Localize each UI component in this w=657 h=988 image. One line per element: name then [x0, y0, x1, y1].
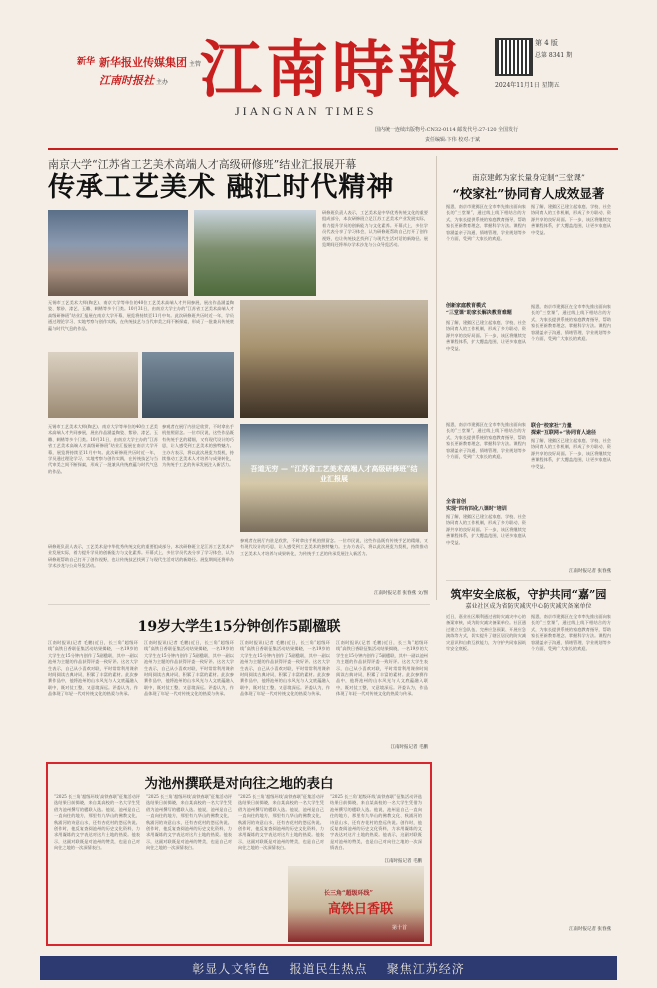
publisher-logo-mark: 新华	[77, 57, 96, 67]
highlighted-text-col4-body: “2025 长三角‘超级环线’高铁春联”征集活动评选结果日前揭晓，来自某高校的一名大学生凭借为池州撰写的楹联入选。他说，池州是自己一直向往的地方，那里有九华山的佛教文化、秋浦河的诗意山水，还有杏花村的悠远传说。创作时，他反复查阅池州的历史文化资料，力求用凝练的文字表达对这片土地的热爱。他表示，这副对联既是对池州的赞美，也是自己对向往之地的一次深情表白。	[330, 794, 422, 851]
side-subhead2	[446, 498, 526, 512]
lead-text-bottom2	[240, 538, 428, 598]
lead-photo-top-left	[48, 210, 188, 296]
highlighted-text-col4	[330, 794, 422, 864]
lead-text-row2-body: 无锡市工艺美术大师(陶艺)、南京大学等单位的40位工艺美术高端人才共同参展，展出作品涵盖陶瓷、紫砂、漆艺、玉雕、刺绣等多个门类。10月31日，由南京大学主办的“江苏省工艺美术高端人才高级研修班”结业汇报展在南京大学开幕，展览将持续至11月中旬。此次研修班共历时近一年，学员通过理论学习、实地考察与创作实践，在传统技艺与当代审美之间不断探索，形成了一批兼具传统底蕴与时代气息的作品。	[48, 300, 234, 331]
feature-text-col3	[240, 640, 330, 752]
side-subhead2-sub: 实现“四有四化八课时”培训	[446, 506, 507, 512]
highlighted-photo	[288, 866, 424, 942]
side-text-col1c	[446, 422, 526, 494]
highlighted-text-col2	[146, 794, 232, 942]
side-text-col2-body: 据了解，建邺区已建立起家庭、学校、社会协同育人的工作机制，形成了多方联动、资源共享的良好局面。下一步，该区将继续完善课程体系，扩大覆盖范围，让更多家庭从中受益。	[531, 204, 611, 235]
lead-text-col1	[322, 210, 428, 296]
lead-text-mid	[162, 424, 234, 540]
side-text-col1d-body: 据了解，建邺区已建立起家庭、学校、社会协同育人的工作机制，形成了多方联动、资源共享的良好局面。下一步，该区将继续完善课程体系，扩大覆盖范围，让更多家庭从中受益。	[446, 514, 526, 545]
feature-text-col2	[144, 640, 234, 752]
feature-text-col4	[336, 640, 428, 744]
feature-divider-top	[48, 604, 430, 605]
side-mid-text-col2-body: 据悉，南京市建邺区在全市率先推出面向家长的“三堂课”，通过线上线下相结合的方式，为家长提供系统的家庭教育指导，帮助家长更新教育理念、掌握科学方法。课程内容涵盖亲子沟通、情绪管理、学业规划等多个方面，受到广大家长的欢迎。	[531, 614, 611, 652]
masthead-divider	[48, 148, 618, 150]
side-subhead3-title: 联合“校家社”力量	[531, 423, 572, 429]
lead-text-bottom1-body: 研修班负责人表示，工艺美术是中华优秀传统文化的重要组成部分，本次研修班立足江苏工艺美术产业发展实际，着力提升学员的创新能力与文化素养。开幕式上，多位学员代表分享了学习体会，认为研修班帮助自己打开了创作视野，也让传统技艺找到了与现代生活对话的新路径。展览期间还将举办学术沙龙与公众导览活动。	[48, 544, 234, 569]
publisher-name: 新华报业传媒集团	[99, 56, 187, 69]
highlighted-article-box	[46, 762, 432, 946]
qr-code	[495, 38, 533, 76]
lead-text-left	[48, 424, 158, 540]
feature-text-col4-body: 江南时报讯(记者 毛鹏)近日，长三角“超级环线”高铁日香联征集活动结果揭晓，一名19岁的大学生在15分钟内创作了5副楹联，其中一副以池州为主题的作品获得评委一致好评。这名大学生表示，自己从小喜欢对联，平时常常利用课余时间阅读古典诗词，积累了丰富的素材。此次参赛作品中，他将池州的山水风光与人文底蕴融入联中，既对仗工整，又意境深远。评委认为，作品体现了年轻一代对传统文化的热爱与传承。	[336, 640, 428, 697]
highlighted-text-col1	[54, 794, 140, 942]
side-divider1	[446, 580, 611, 581]
side-text-col1d	[446, 514, 526, 578]
editors: 责任编辑:卞伟 校对:于斌	[425, 137, 480, 143]
side-headline: “校家社”协同育人成效显著	[452, 186, 605, 201]
highlighted-photo-title: 长三角“超级环线”	[324, 890, 373, 897]
page-number: 第 4 版	[535, 39, 558, 47]
lead-photo-main	[240, 424, 428, 532]
side-mid-text-col1-body: 近日，嘉业社区顺利通过省防灾减灾中心的备案审核，成为防灾减灾备案单位。社区通过建立应急队伍、完善应急预案、开展应急演练等方式，切实提升了辖区居民的防灾减灾意识和自救互救能力，为守护共同家园筑牢安全底板。	[446, 614, 526, 652]
lead-byline: 江南时报记者 张春燕 文/图	[374, 591, 428, 596]
side-subhead2-title: 全省首创	[446, 499, 467, 505]
side-kicker: 南京建邺为家长量身定制“三堂课”	[472, 173, 585, 182]
publisher-logo	[75, 42, 205, 102]
lead-photo-small1	[48, 352, 138, 418]
lead-text-bottom1	[48, 544, 234, 600]
footer-bar	[40, 956, 617, 980]
side-mid-text-col1	[446, 614, 526, 934]
highlighted-text-col3-body: “2025 长三角‘超级环线’高铁春联”征集活动评选结果日前揭晓，来自某高校的一名大学生凭借为池州撰写的楹联入选。他说，池州是自己一直向往的地方，那里有九华山的佛教文化、秋浦河的诗意山水，还有杏花村的悠远传说。创作时，他反复查阅池州的历史文化资料，力求用凝练的文字表达对这片土地的热爱。他表示，这副对联既是对池州的赞美，也是自己对向往之地的一次深情表白。	[238, 794, 324, 851]
side-text-col2c-body: 据了解，建邺区已建立起家庭、学校、社会协同育人的工作机制，形成了多方联动、资源共享的良好局面。下一步，该区将继续完善课程体系，扩大覆盖范围，让更多家庭从中受益。	[531, 438, 611, 469]
issue-date: 2024年11月1日 星期五	[495, 82, 560, 89]
lead-text-row2	[48, 300, 234, 350]
masthead	[75, 34, 585, 154]
side-text-col2b	[531, 304, 611, 420]
side-text-col1c-body: 据悉，南京市建邺区在全市率先推出面向家长的“三堂课”，通过线上线下相结合的方式，为家长提供系统的家庭教育指导，帮助家长更新教育理念、掌握科学方法。课程内容涵盖亲子沟通、情绪管理、学业规划等多个方面，受到广大家长的欢迎。	[446, 422, 526, 460]
feature-byline: 江南时报记者 毛鹏	[390, 745, 428, 750]
side-subhead3-sub: 探索“互联网+”协同育人途径	[531, 430, 596, 436]
publisher-line1	[99, 54, 201, 70]
cn-number: 国内统一连续出版物号:CN32-0114 邮发代号:27-120 全国发行	[375, 127, 519, 133]
feature-text-col1-body: 江南时报讯(记者 毛鹏)近日，长三角“超级环线”高铁日香联征集活动结果揭晓，一名19岁的大学生在15分钟内创作了5副楹联，其中一副以池州为主题的作品获得评委一致好评。这名大学生表示，自己从小喜欢对联，平时常常利用课余时间阅读古典诗词，积累了丰富的素材。此次参赛作品中，他将池州的山水风光与人文底蕴融入联中，既对仗工整，又意境深远。评委认为，作品体现了年轻一代对传统文化的热爱与传承。	[48, 640, 138, 697]
side-subhead1	[446, 302, 526, 316]
lead-kicker: 南京大学“江苏省工艺美术高端人才高级研修班”结业汇报展开幕	[48, 158, 357, 171]
feature-headline: 19岁大学生15分钟创作5副楹联	[137, 619, 341, 635]
side-mid-byline: 江南时报记者 张春燕	[569, 927, 611, 932]
side-mid-text-col2	[531, 614, 611, 926]
side-byline: 江南时报记者 张春燕	[569, 569, 611, 574]
lead-text-mid-body: 参观者在展厅内驻足欣赏，不时拿出手机拍照留念。一位市民说，这些作品既有传统手艺的精细，又有现代设计的巧思，让人感受到工艺美术的独特魅力。主办方表示，将以此次展览为契机，持续推动工艺美术人才培养与成果转化，为传统手工艺的传承发展注入新活力。	[162, 424, 234, 468]
feature-text-col2-body: 江南时报讯(记者 毛鹏)近日，长三角“超级环线”高铁日香联征集活动结果揭晓，一名19岁的大学生在15分钟内创作了5副楹联，其中一副以池州为主题的作品获得评委一致好评。这名大学生表示，自己从小喜欢对联，平时常常利用课余时间阅读古典诗词，积累了丰富的素材。此次参赛作品中，他将池州的山水风光与人文底蕴融入联中，既对仗工整，又意境深远。评委认为，作品体现了年轻一代对传统文化的热爱与传承。	[144, 640, 234, 697]
side-mid-headline: 筑牢安全底板，守护共同“嘉”园	[450, 588, 607, 601]
highlighted-text-col2-body: “2025 长三角‘超级环线’高铁春联”征集活动评选结果日前揭晓，来自某高校的一名大学生凭借为池州撰写的楹联入选。他说，池州是自己一直向往的地方，那里有九华山的佛教文化、秋浦河的诗意山水，还有杏花村的悠远传说。创作时，他反复查阅池州的历史文化资料，力求用凝练的文字表达对这片土地的热爱。他表示，这副对联既是对池州的赞美，也是自己对向往之地的一次深情表白。	[146, 794, 232, 851]
side-text-col1b	[446, 320, 526, 420]
lead-photo-caption: 吾道无穷 — “江苏省工艺美术高端人才高级研修班”结业汇报展	[250, 464, 418, 483]
highlighted-text-col1-body: “2025 长三角‘超级环线’高铁春联”征集活动评选结果日前揭晓，来自某高校的一名大学生凭借为池州撰写的楹联入选。他说，池州是自己一直向往的地方，那里有九华山的佛教文化、秋浦河的诗意山水，还有杏花村的悠远传说。创作时，他反复查阅池州的历史文化资料，力求用凝练的文字表达对这片土地的热爱。他表示，这副对联既是对池州的赞美，也是自己对向往之地的一次深情表白。	[54, 794, 140, 851]
highlighted-photo-title2: 高铁日香联	[328, 902, 394, 917]
feature-text-col1	[48, 640, 138, 752]
side-text-col2	[531, 204, 611, 300]
organizer-suffix: 主办	[156, 79, 169, 86]
side-subhead3	[531, 422, 611, 436]
side-text-col2b-body: 据悉，南京市建邺区在全市率先推出面向家长的“三堂课”，通过线上线下相结合的方式，为家长提供系统的家庭教育指导，帮助家长更新教育理念、掌握科学方法。课程内容涵盖亲子沟通、情绪管理、学业规划等多个方面，受到广大家长的欢迎。	[531, 304, 611, 342]
lead-headline: 传承工艺美术 融汇时代精神	[48, 172, 395, 203]
side-mid-subhead: 嘉业社区成为省防灾减灾中心防灾减灾备案单位	[465, 603, 592, 610]
lead-text-bottom2-body: 参观者在展厅内驻足欣赏，不时拿出手机拍照留念。一位市民说，这些作品既有传统手艺的精细，又有现代设计的巧思，让人感受到工艺美术的独特魅力。主办方表示，将以此次展览为契机，持续推动工艺美术人才培养与成果转化，为传统手工艺的传承发展注入新活力。	[240, 538, 428, 556]
side-subhead1-title: 创新家庭教育模式	[446, 303, 487, 309]
lead-photo-top-right	[194, 210, 316, 296]
publisher-suffix: 主管	[189, 61, 202, 68]
side-text-col1	[446, 204, 526, 300]
side-subhead1-sub: “三堂课”助家长解决教育难题	[446, 310, 512, 316]
highlighted-photo-tag: 第十首	[392, 925, 408, 931]
highlighted-headline: 为池州撰联是对向往之地的表白	[144, 776, 334, 792]
side-text-col1b-body: 据了解，建邺区已建立起家庭、学校、社会协同育人的工作机制，形成了多方联动、资源共享的良好局面。下一步，该区将继续完善课程体系，扩大覆盖范围，让更多家庭从中受益。	[446, 320, 526, 351]
footer-slogan: 彰显人文特色 报道民生热点 聚焦江苏经济	[192, 962, 465, 976]
side-text-col1-body: 据悉，南京市建邺区在全市率先推出面向家长的“三堂课”，通过线上线下相结合的方式，为家长提供系统的家庭教育指导，帮助家长更新教育理念、掌握科学方法。课程内容涵盖亲子沟通、情绪管理、学业规划等多个方面，受到广大家长的欢迎。	[446, 204, 526, 242]
lead-photo-mid	[240, 300, 428, 418]
lead-photo-small2	[142, 352, 234, 418]
issue-number: 总第 8341 期	[535, 52, 573, 59]
masthead-romanized: JIANGNAN TIMES	[235, 104, 377, 118]
side-text-col2c	[531, 438, 611, 568]
feature-text-col3-body: 江南时报讯(记者 毛鹏)近日，长三角“超级环线”高铁日香联征集活动结果揭晓，一名19岁的大学生在15分钟内创作了5副楹联，其中一副以池州为主题的作品获得评委一致好评。这名大学生表示，自己从小喜欢对联，平时常常利用课余时间阅读古典诗词，积累了丰富的素材。此次参赛作品中，他将池州的山水风光与人文底蕴融入联中，既对仗工整，又意境深远。评委认为，作品体现了年轻一代对传统文化的热爱与传承。	[240, 640, 330, 697]
lead-text-col1-body: 研修班负责人表示，工艺美术是中华优秀传统文化的重要组成部分，本次研修班立足江苏工艺美术产业发展实际，着力提升学员的创新能力与文化素养。开幕式上，多位学员代表分享了学习体会，认为研修班帮助自己打开了创作视野，也让传统技艺找到了与现代生活对话的新路径。展览期间还将举办学术沙龙与公众导览活动。	[322, 210, 428, 248]
publisher-line2	[99, 72, 168, 88]
lead-text-left-body: 无锡市工艺美术大师(陶艺)、南京大学等单位的40位工艺美术高端人才共同参展，展出作品涵盖陶瓷、紫砂、漆艺、玉雕、刺绣等多个门类。10月31日，由南京大学主办的“江苏省工艺美术高端人才高级研修班”结业汇报展在南京大学开幕，展览将持续至11月中旬。此次研修班共历时近一年，学员通过理论学习、实地考察与创作实践，在传统技艺与当代审美之间不断探索，形成了一批兼具传统底蕴与时代气息的作品。	[48, 424, 158, 474]
column-divider	[436, 156, 437, 600]
organizer-name: 江南时报社	[99, 74, 154, 87]
highlighted-byline: 江南时报记者 毛鹏	[384, 859, 422, 864]
masthead-title: 江南時報	[200, 33, 465, 106]
